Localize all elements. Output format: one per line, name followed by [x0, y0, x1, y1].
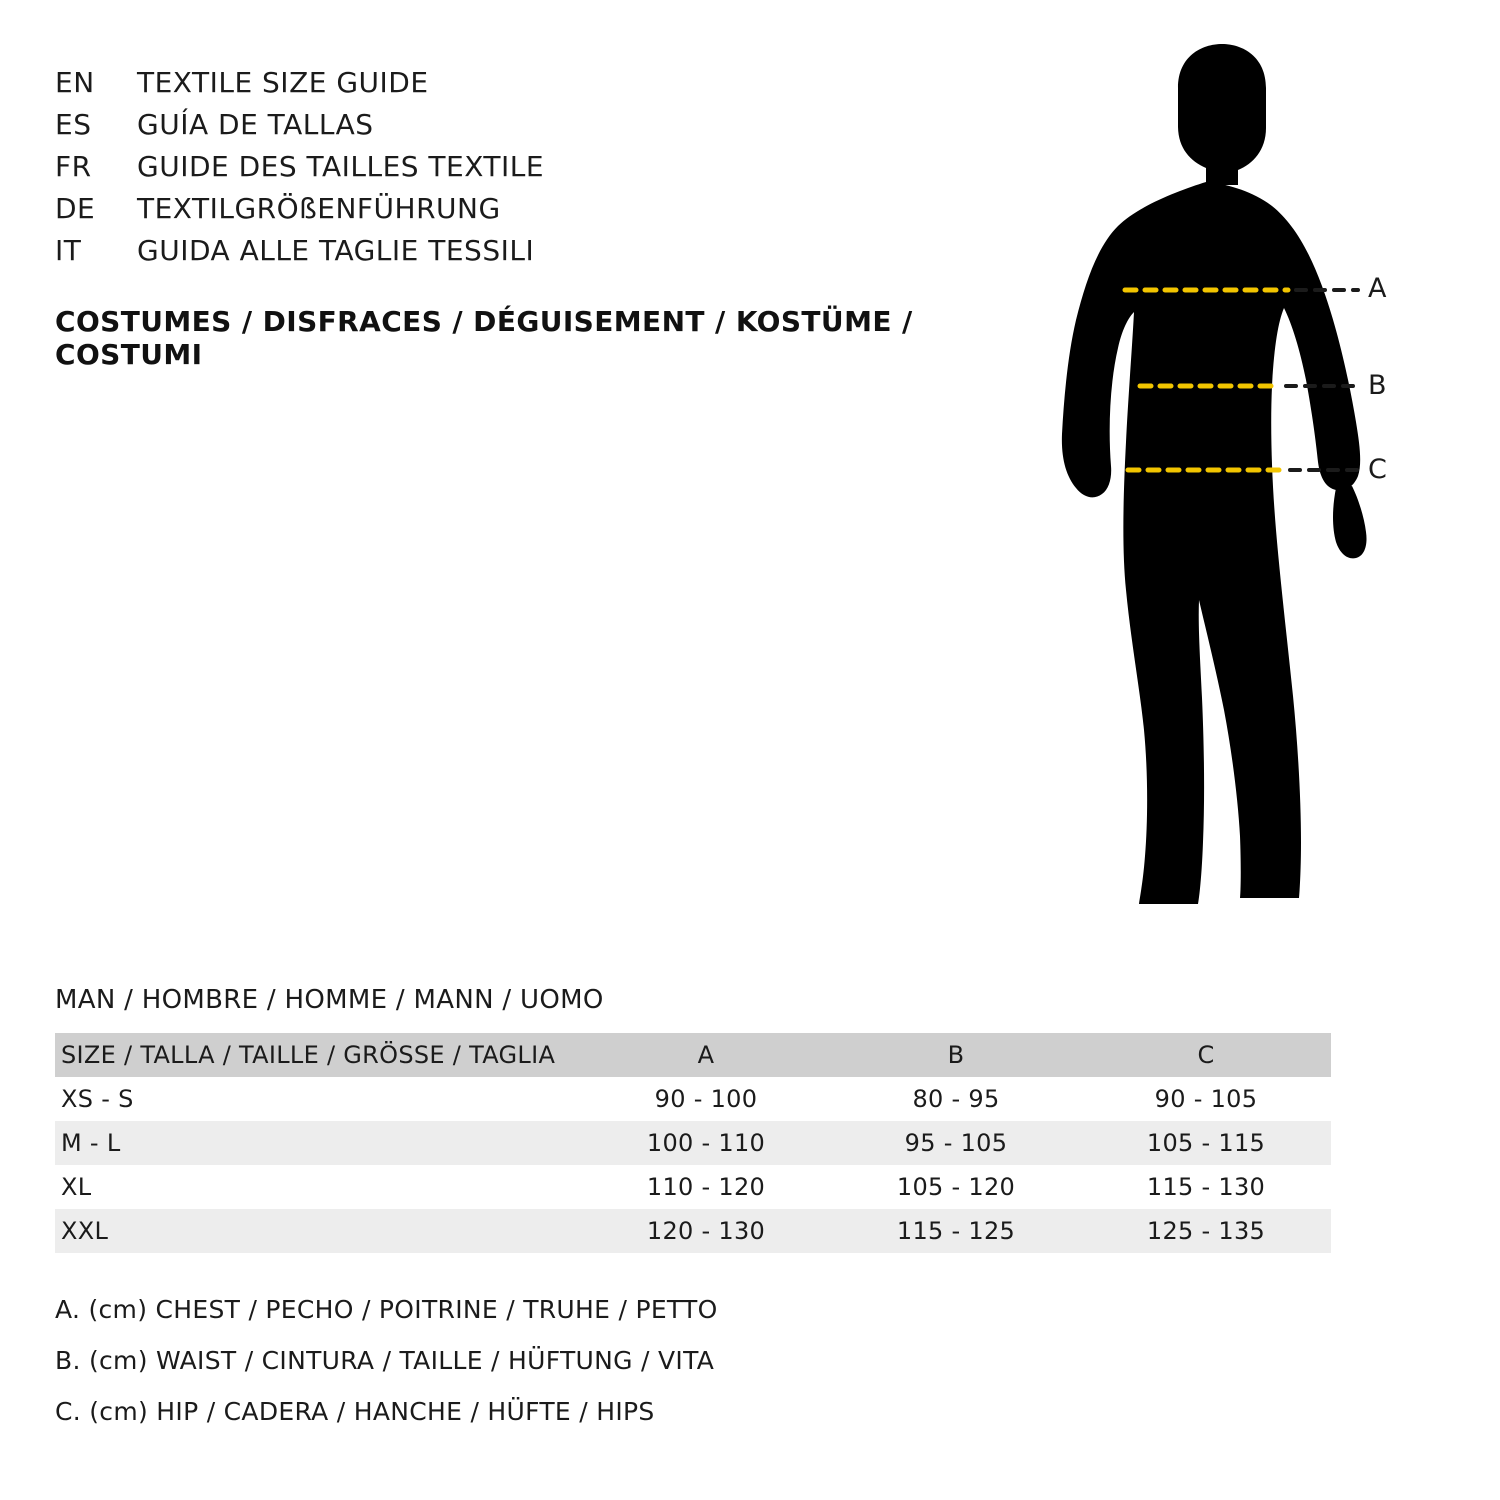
cell-hip: 90 - 105 [1154, 1085, 1258, 1113]
costumes-subtitle: COSTUMES / DISFRACES / DÉGUISEMENT / KOSTÜME / COSTUMI [55, 305, 913, 371]
cell-waist: 95 - 105 [904, 1129, 1008, 1157]
cell-chest: 110 - 120 [646, 1173, 766, 1201]
marker-label-c: C [1368, 454, 1388, 485]
language-title: TEXTILGRÖßENFÜHRUNG [137, 192, 501, 225]
legend-line-a: A. (cm) CHEST / PECHO / POITRINE / TRUHE / PETTO [55, 1295, 718, 1324]
size-table [55, 1033, 1331, 1253]
table-header-a: A [697, 1041, 715, 1069]
table-row [55, 1077, 1331, 1121]
table-header-b: B [947, 1041, 965, 1069]
language-code: FR [55, 150, 92, 183]
cell-chest: 100 - 110 [646, 1129, 766, 1157]
table-row [55, 1121, 1331, 1165]
language-row-de [55, 192, 995, 225]
language-code: DE [55, 192, 96, 225]
cell-waist: 80 - 95 [912, 1085, 1000, 1113]
table-header-c: C [1197, 1041, 1215, 1069]
cell-chest: 120 - 130 [646, 1217, 766, 1245]
language-row-it [55, 234, 995, 267]
language-title: GUIDE DES TAILLES TEXTILE [137, 150, 545, 183]
marker-label-a: A [1368, 273, 1387, 304]
language-row-es [55, 108, 995, 141]
table-row [55, 1209, 1331, 1253]
table-row [55, 1165, 1331, 1209]
cell-hip: 115 - 130 [1146, 1173, 1266, 1201]
legend-line-c: C. (cm) HIP / CADERA / HANCHE / HÜFTE / HIPS [55, 1397, 655, 1426]
language-title: GUÍA DE TALLAS [137, 108, 374, 141]
cell-size: M - L [61, 1129, 121, 1157]
language-title: TEXTILE SIZE GUIDE [137, 66, 429, 99]
cell-waist: 105 - 120 [896, 1173, 1016, 1201]
measurement-legend [55, 1295, 1055, 1448]
male-silhouette-icon [1010, 30, 1440, 940]
language-row-en [55, 66, 995, 99]
size-table-section [55, 985, 1445, 1253]
cell-hip: 125 - 135 [1146, 1217, 1266, 1245]
cell-size: XL [61, 1173, 92, 1201]
table-caption: MAN / HOMBRE / HOMME / MANN / UOMO [55, 985, 604, 1015]
body-measurement-figure [1010, 30, 1440, 940]
cell-waist: 115 - 125 [896, 1217, 1016, 1245]
marker-label-b: B [1368, 370, 1388, 401]
legend-line-b: B. (cm) WAIST / CINTURA / TAILLE / HÜFTUNG / VITA [55, 1346, 715, 1375]
language-code: ES [55, 108, 92, 141]
table-header-row [55, 1033, 1331, 1077]
language-title: GUIDA ALLE TAGLIE TESSILI [137, 234, 535, 267]
language-code: IT [55, 234, 82, 267]
language-row-fr [55, 150, 995, 183]
table-header-size: SIZE / TALLA / TAILLE / GRÖSSE / TAGLIA [61, 1041, 556, 1069]
cell-hip: 105 - 115 [1146, 1129, 1266, 1157]
cell-chest: 90 - 100 [654, 1085, 758, 1113]
language-code: EN [55, 66, 95, 99]
cell-size: XS - S [61, 1085, 134, 1113]
size-guide-header [55, 66, 995, 371]
cell-size: XXL [61, 1217, 109, 1245]
